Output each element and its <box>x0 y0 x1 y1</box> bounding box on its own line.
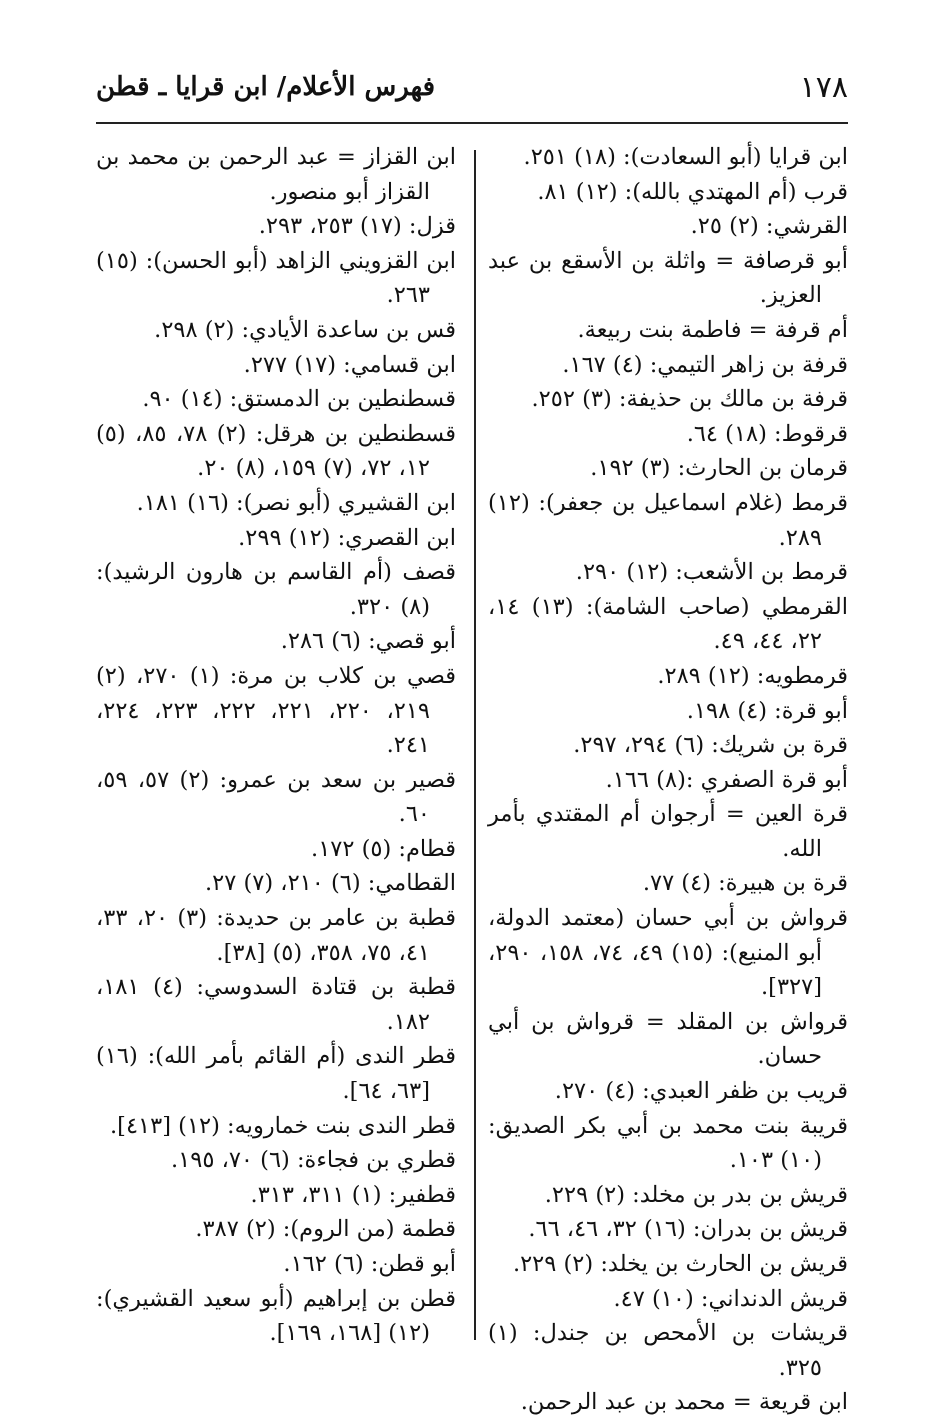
index-entry: قرة بن شريك: (٦) ٢٩٤، ٢٩٧. <box>573 732 848 759</box>
index-entry: قطر الندى (أم القائم بأمر الله): (١٦) [٦٣، ٦٤]. <box>96 1043 456 1105</box>
index-entry: أبو قرصافة = واثلة بن الأسقع بن عبد العزيز. <box>488 247 848 309</box>
index-entry: قطبة بن عامر بن حديدة: (٣) ٢٠، ٣٣، ٤١، ٧٥، ٣٥٨، (٥) [٣٨]. <box>96 905 456 966</box>
index-entry: القرشي: (٢) ٢٥. <box>690 213 848 240</box>
index-entry: قريشات بن الأمحص بن جندل: (١) ٣٢٥. <box>488 1320 848 1381</box>
index-entry: قطن بن إبراهيم (أبو سعيد القشيري): (١٢) [١٦٨، ١٦٩]. <box>96 1285 456 1347</box>
index-entry: قرمط (غلام اسماعيل بن جعفر): (١٢) ٢٨٩. <box>488 489 848 551</box>
index-entry: قصي بن كلاب بن مرة: (١) ٢٧٠، (٢) ٢١٩، ٢٢٠، ٢٢١، ٢٢٢، ٢٢٣، ٢٢٤، ٢٤١. <box>96 662 456 759</box>
page-header <box>96 70 848 114</box>
index-entry: قطبة بن قتادة السدوسي: (٤) ١٨١، ١٨٢. <box>96 974 456 1035</box>
index-entry: قريبة بنت محمد بن أبي بكر الصديق: (١٠) ١٠٣. <box>488 1112 848 1174</box>
index-entry: قطر الندى بنت خمارويه: (١٢) [٤١٣]. <box>110 1112 456 1139</box>
index-entry: قرمان بن الحارث: (٣) ١٩٢. <box>590 455 848 482</box>
index-entry: ابن قسامي: (١٧) ٢٧٧. <box>243 351 456 378</box>
index-entry: قرة العين = أرجوان أم المقتدي بأمر الله. <box>488 801 848 862</box>
index-entry: قسطنطين بن الدمستق: (١٤) ٩٠. <box>142 386 456 413</box>
index-entry: القطامي: (٦) ٢١٠، (٧) ٢٧. <box>205 870 456 897</box>
index-entry: القرمطي (صاحب الشامة): (١٣) ١٤، ٢٢، ٤٤، ٤٩. <box>488 593 848 655</box>
index-entry: قسطنطين بن هرقل: (٢) ٧٨، ٨٥، (٥) ١٢، ٧٢، (٧) ١٥٩، (٨) ٢٠. <box>96 420 457 482</box>
index-entry: قرمط بن الأشعب: (١٢) ٢٩٠. <box>575 559 848 586</box>
index-entry: ابن قريعة = محمد بن عبد الرحمن. <box>520 1389 848 1416</box>
index-entry: أبو قرة: (٤) ١٩٨. <box>686 697 848 724</box>
index-entry: قرمطويه: (١٢) ٢٨٩. <box>657 662 848 689</box>
index-entry: قريب بن ظفر العبدي: (٤) ٢٧٠. <box>554 1078 848 1105</box>
index-entry: قطمة (من الروم): (٢) ٣٨٧. <box>195 1216 456 1243</box>
index-entry: أبو قرة الصفري :(٨) ١٦٦. <box>605 766 848 793</box>
index-entry: قرة بن هبيرة: (٤) ٧٧. <box>642 870 848 897</box>
column-divider <box>474 150 476 1340</box>
index-entry: أبو قصي: (٦) ٢٨٦. <box>280 628 456 655</box>
index-entry: قرواش بن المقلد = قرواش بن أبي حسان. <box>488 1008 848 1070</box>
index-entry: قرواش بن أبي حسان (معتمد الدولة، أبو المنيع): (١٥) ٤٩، ٧٤، ١٥٨، ٢٩٠، [٣٢٧]. <box>488 905 848 1001</box>
index-entry: أم قرفة = فاطمة بنت ربيعة. <box>577 316 848 343</box>
index-entry: قرفة بن زاهر التيمي: (٤) ١٦٧. <box>562 351 848 378</box>
index-entry: أبو قطن: (٦) ١٦٢. <box>283 1251 456 1277</box>
index-entry: قزل: (١٧) ٢٥٣، ٢٩٣. <box>258 213 456 240</box>
index-entry: ابن القصري: (١٢) ٢٩٩. <box>238 524 456 551</box>
index-entry: ابن قرايا (أبو السعادت): (١٨) ٢٥١. <box>523 144 848 170</box>
index-entry: ابن القشيري (أبو نصر): (١٦) ١٨١. <box>136 489 456 516</box>
index-entry: قطفير: (١) ٣١١، ٣١٣. <box>250 1181 456 1208</box>
index-entry: قرفة بن مالك بن حذيفة: (٣) ٢٥٢. <box>531 386 848 413</box>
index-entry: قرب (أم المهتدي بالله): (١٢) ٨١. <box>537 178 848 205</box>
index-entry: قصير بن سعد بن عمرو: (٢) ٥٧، ٥٩، ٦٠. <box>96 766 456 828</box>
index-entry: قطام: (٥) ١٧٢. <box>311 835 456 862</box>
index-entry: قريش بن الحارث بن يخلد: (٢) ٢٢٩. <box>512 1251 848 1277</box>
header-rule <box>96 122 848 124</box>
right-column <box>488 140 848 1420</box>
index-entry: قصف (أم القاسم بن هارون الرشيد): (٨) ٣٢٠. <box>96 559 456 620</box>
page-number: ١٧٨ <box>799 70 848 105</box>
index-entry: ابن القزاز = عبد الرحمن بن محمد بن القزاز أبو منصور. <box>96 144 456 205</box>
left-column <box>96 140 456 1351</box>
running-title: فهرس الأعلام/ ابن قرايا ـ قطن <box>96 72 436 102</box>
index-entry: قريش الدنداني: (١٠) ٤٧. <box>613 1285 848 1312</box>
index-entry: قطري بن فجاءة: (٦) ٧٠، ١٩٥. <box>171 1147 456 1174</box>
index-entry: قرقوط: (١٨) ٦٤. <box>686 420 848 447</box>
index-entry: قريش بن بدران: (١٦) ٣٢، ٤٦، ٦٦. <box>528 1216 848 1243</box>
index-entry: قس بن ساعدة الأيادي: (٢) ٢٩٨. <box>154 316 456 343</box>
index-entry: ابن القزويني الزاهد (أبو الحسن): (١٥) ٢٦٣. <box>96 247 456 309</box>
index-entry: قريش بن بدر بن مخلد: (٢) ٢٢٩. <box>544 1181 848 1208</box>
